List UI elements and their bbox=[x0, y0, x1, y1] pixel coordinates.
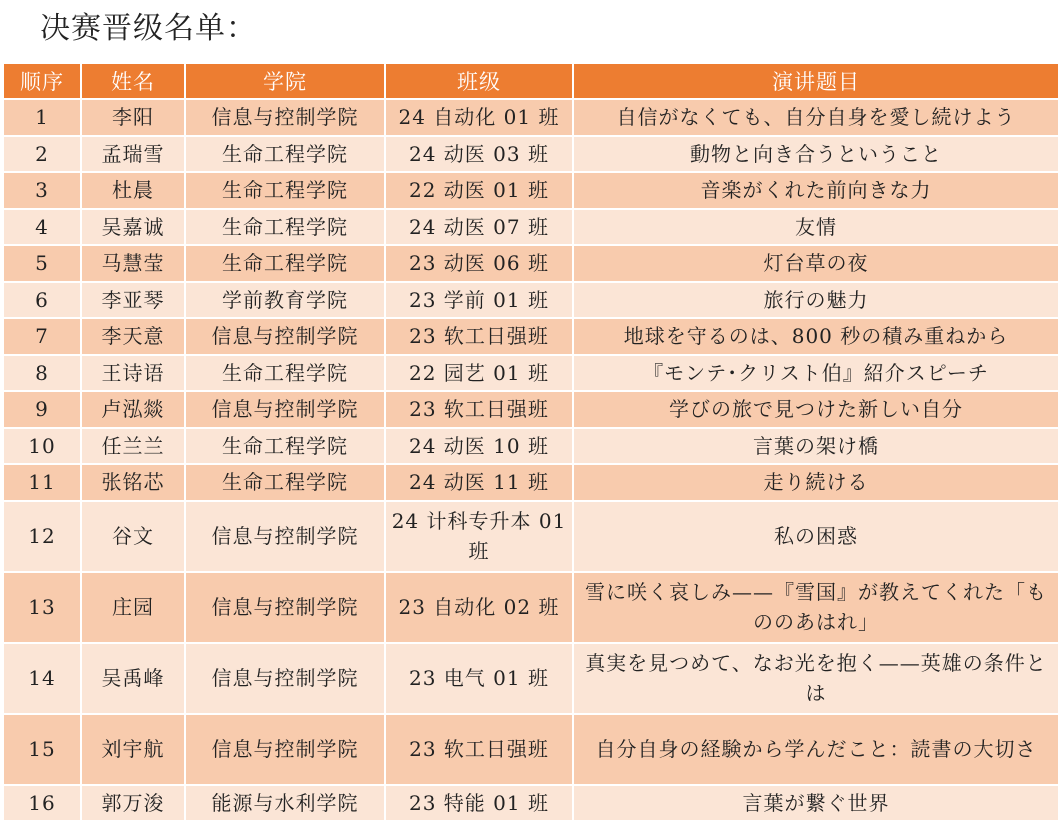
cell-name: 郭万浚 bbox=[81, 785, 185, 822]
table-row bbox=[3, 172, 1059, 209]
table-row bbox=[3, 714, 1059, 785]
cell-order: 2 bbox=[3, 136, 81, 173]
cell-class: 22 动医 01 班 bbox=[385, 172, 573, 209]
cell-school: 生命工程学院 bbox=[185, 209, 385, 246]
cell-class: 23 自动化 02 班 bbox=[385, 572, 573, 643]
finalists-table bbox=[2, 62, 1060, 822]
cell-class: 24 动医 11 班 bbox=[385, 464, 573, 501]
cell-class: 24 计科专升本 01 班 bbox=[385, 501, 573, 572]
cell-school: 生命工程学院 bbox=[185, 245, 385, 282]
cell-topic: 自分自身の経験から学んだこと：読書の大切さ bbox=[573, 714, 1059, 785]
cell-school: 学前教育学院 bbox=[185, 282, 385, 319]
cell-class: 23 软工日强班 bbox=[385, 714, 573, 785]
cell-school: 信息与控制学院 bbox=[185, 501, 385, 572]
table-row bbox=[3, 501, 1059, 572]
cell-name: 李阳 bbox=[81, 99, 185, 136]
cell-order: 12 bbox=[3, 501, 81, 572]
cell-topic: 『モンテ･クリスト伯』紹介スピーチ bbox=[573, 355, 1059, 392]
cell-name: 王诗语 bbox=[81, 355, 185, 392]
cell-order: 14 bbox=[3, 643, 81, 714]
cell-class: 24 动医 07 班 bbox=[385, 209, 573, 246]
cell-order: 1 bbox=[3, 99, 81, 136]
cell-name: 张铭芯 bbox=[81, 464, 185, 501]
table-row bbox=[3, 391, 1059, 428]
cell-class: 23 学前 01 班 bbox=[385, 282, 573, 319]
cell-topic: 音楽がくれた前向きな力 bbox=[573, 172, 1059, 209]
header-class: 班级 bbox=[385, 63, 573, 99]
cell-name: 卢泓燚 bbox=[81, 391, 185, 428]
cell-order: 6 bbox=[3, 282, 81, 319]
cell-name: 谷文 bbox=[81, 501, 185, 572]
cell-order: 4 bbox=[3, 209, 81, 246]
table-row bbox=[3, 355, 1059, 392]
table-row bbox=[3, 785, 1059, 822]
table-row bbox=[3, 209, 1059, 246]
table-row bbox=[3, 245, 1059, 282]
cell-school: 信息与控制学院 bbox=[185, 391, 385, 428]
cell-topic: 言葉が繋ぐ世界 bbox=[573, 785, 1059, 822]
cell-name: 庄园 bbox=[81, 572, 185, 643]
table-row bbox=[3, 464, 1059, 501]
header-school: 学院 bbox=[185, 63, 385, 99]
table-body bbox=[3, 99, 1059, 821]
cell-school: 信息与控制学院 bbox=[185, 643, 385, 714]
cell-name: 孟瑞雪 bbox=[81, 136, 185, 173]
table-row bbox=[3, 99, 1059, 136]
cell-class: 24 动医 10 班 bbox=[385, 428, 573, 465]
cell-school: 信息与控制学院 bbox=[185, 714, 385, 785]
cell-class: 23 特能 01 班 bbox=[385, 785, 573, 822]
cell-school: 信息与控制学院 bbox=[185, 318, 385, 355]
header-order: 顺序 bbox=[3, 63, 81, 99]
cell-order: 5 bbox=[3, 245, 81, 282]
cell-school: 信息与控制学院 bbox=[185, 572, 385, 643]
cell-class: 23 动医 06 班 bbox=[385, 245, 573, 282]
table-row bbox=[3, 282, 1059, 319]
table-row bbox=[3, 643, 1059, 714]
cell-topic: 学びの旅で見つけた新しい自分 bbox=[573, 391, 1059, 428]
cell-class: 24 动医 03 班 bbox=[385, 136, 573, 173]
cell-topic: 走り続ける bbox=[573, 464, 1059, 501]
cell-name: 任兰兰 bbox=[81, 428, 185, 465]
cell-school: 信息与控制学院 bbox=[185, 99, 385, 136]
cell-school: 生命工程学院 bbox=[185, 355, 385, 392]
cell-topic: 友情 bbox=[573, 209, 1059, 246]
cell-class: 24 自动化 01 班 bbox=[385, 99, 573, 136]
cell-order: 16 bbox=[3, 785, 81, 822]
cell-name: 刘宇航 bbox=[81, 714, 185, 785]
cell-class: 22 园艺 01 班 bbox=[385, 355, 573, 392]
cell-name: 吴嘉诚 bbox=[81, 209, 185, 246]
table-row bbox=[3, 136, 1059, 173]
page-title: 决赛晋级名单： bbox=[40, 11, 257, 46]
header-name: 姓名 bbox=[81, 63, 185, 99]
table-row bbox=[3, 318, 1059, 355]
cell-topic: 私の困惑 bbox=[573, 501, 1059, 572]
header-topic: 演讲题目 bbox=[573, 63, 1059, 99]
cell-order: 11 bbox=[3, 464, 81, 501]
table-row bbox=[3, 572, 1059, 643]
cell-order: 3 bbox=[3, 172, 81, 209]
cell-topic: 雪に咲く哀しみ——『雪国』が教えてくれた「もののあはれ」 bbox=[573, 572, 1059, 643]
cell-order: 9 bbox=[3, 391, 81, 428]
cell-school: 能源与水利学院 bbox=[185, 785, 385, 822]
table-row bbox=[3, 428, 1059, 465]
header-row bbox=[3, 63, 1059, 99]
table-header bbox=[3, 63, 1059, 99]
cell-topic: 動物と向き合うということ bbox=[573, 136, 1059, 173]
cell-topic: 旅行の魅力 bbox=[573, 282, 1059, 319]
cell-school: 生命工程学院 bbox=[185, 172, 385, 209]
cell-order: 10 bbox=[3, 428, 81, 465]
cell-class: 23 软工日强班 bbox=[385, 318, 573, 355]
cell-topic: 灯台草の夜 bbox=[573, 245, 1059, 282]
cell-topic: 真実を見つめて、なお光を抱く——英雄の条件とは bbox=[573, 643, 1059, 714]
cell-class: 23 电气 01 班 bbox=[385, 643, 573, 714]
cell-order: 13 bbox=[3, 572, 81, 643]
cell-topic: 自信がなくても、自分自身を愛し続けよう bbox=[573, 99, 1059, 136]
cell-order: 7 bbox=[3, 318, 81, 355]
cell-topic: 言葉の架け橋 bbox=[573, 428, 1059, 465]
cell-name: 马慧莹 bbox=[81, 245, 185, 282]
cell-topic: 地球を守るのは、800 秒の積み重ねから bbox=[573, 318, 1059, 355]
cell-class: 23 软工日强班 bbox=[385, 391, 573, 428]
cell-name: 李天意 bbox=[81, 318, 185, 355]
cell-name: 李亚琴 bbox=[81, 282, 185, 319]
cell-school: 生命工程学院 bbox=[185, 464, 385, 501]
cell-order: 8 bbox=[3, 355, 81, 392]
cell-order: 15 bbox=[3, 714, 81, 785]
cell-name: 吴禹峰 bbox=[81, 643, 185, 714]
cell-school: 生命工程学院 bbox=[185, 428, 385, 465]
cell-name: 杜晨 bbox=[81, 172, 185, 209]
finalists-table-container bbox=[2, 62, 1058, 822]
cell-school: 生命工程学院 bbox=[185, 136, 385, 173]
